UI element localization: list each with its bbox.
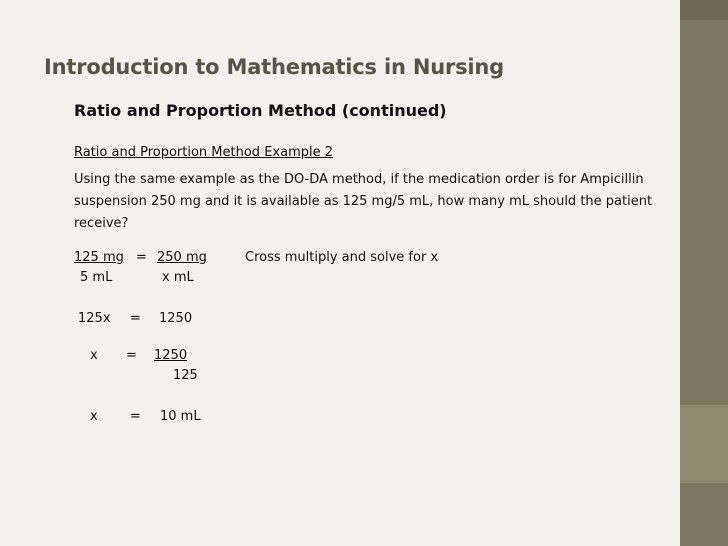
proportion-denominator-1: 5 mL (80, 270, 113, 285)
slide-subtitle: Ratio and Proportion Method (continued) (74, 101, 447, 120)
step3-denominator: 125 (173, 368, 198, 383)
proportion-equals: = (136, 250, 147, 265)
step4-equals: = (130, 409, 141, 424)
step3-lhs: x (90, 348, 98, 363)
cross-multiply-note: Cross multiply and solve for x (245, 250, 439, 265)
sidebar-top-band (680, 0, 728, 20)
proportion-numerator-1: 125 mg (74, 250, 124, 265)
slide-title: Introduction to Mathematics in Nursing (44, 55, 504, 79)
step4-lhs: x (90, 409, 98, 424)
step2-lhs: 125x (78, 311, 111, 326)
sidebar-accent-block (680, 405, 728, 483)
problem-line-1: Using the same example as the DO-DA method, if the medication order is for Ampicillin (74, 172, 644, 187)
problem-line-3: receive? (74, 216, 129, 231)
step3-equals: = (126, 348, 137, 363)
proportion-denominator-2: x mL (162, 270, 194, 285)
problem-line-2: suspension 250 mg and it is available as 125 mg/5 mL, how many mL should the patient (74, 194, 653, 209)
step2-rhs: 1250 (159, 311, 193, 326)
proportion-numerator-2: 250 mg (157, 250, 207, 265)
example-heading: Ratio and Proportion Method Example 2 (74, 145, 333, 160)
step3-numerator: 1250 (154, 348, 188, 363)
step2-equals: = (130, 311, 141, 326)
step4-result: 10 mL (160, 409, 201, 424)
